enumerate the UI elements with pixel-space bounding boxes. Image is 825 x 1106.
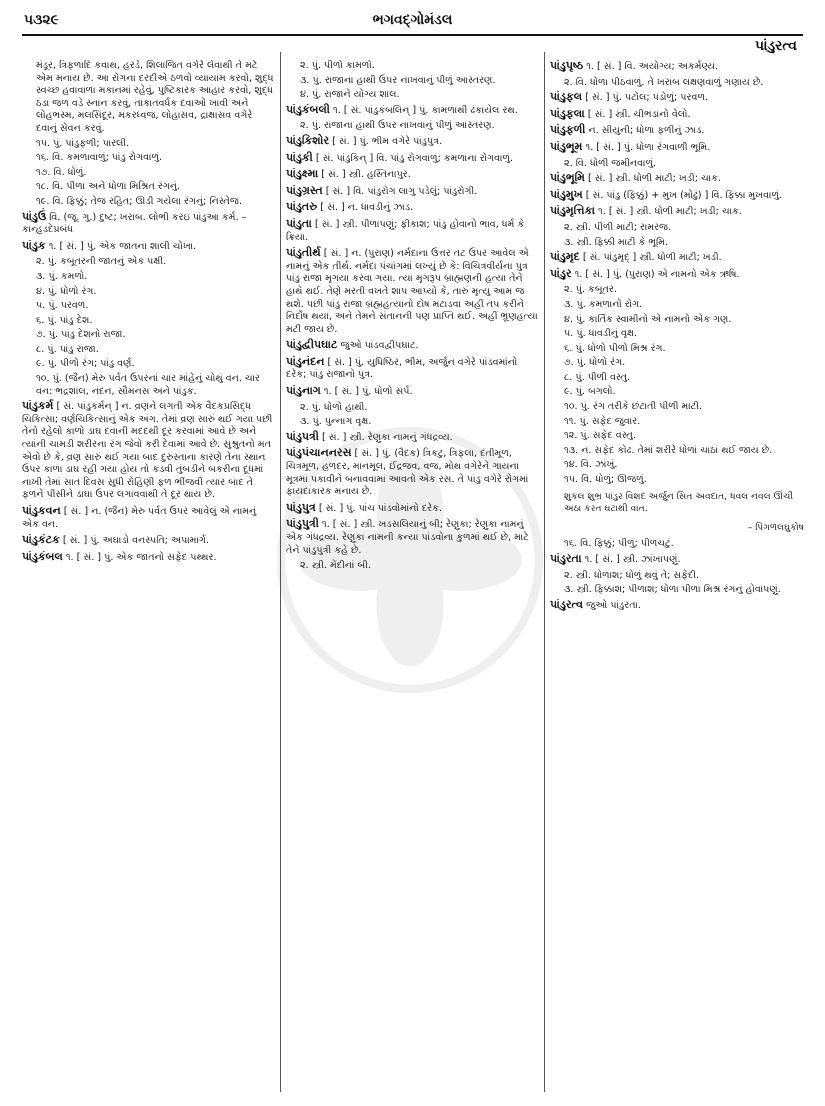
definition-sense: ૧૪. વિ. ઝાંખું. xyxy=(564,459,618,471)
definition-sense: ૨. પું. ધોળો હાથી. xyxy=(300,401,368,413)
dictionary-entry: પાંડુર ૧. [ સં. ] પું. (પુરાણ) એ નામનો એક ઋષિ. xyxy=(550,266,740,280)
dictionary-entry: પાંડુકિશોર [ સં. ] પું. ભીમ વગેરે પાંડુપુત્ર. xyxy=(286,133,443,147)
dictionary-entry: પાંડુતીર્થ [ સં. ] ન. (પુરાણ) નર્મદાના ઉત્તર તટ ઉપર આવેલ એ નામનું એક તીર્થ. નર્મદા પંચાંગમાં લખ્યું છે કે: વિચિત્રવીર્યના પુત્ર પાંડુ રાજા મૃગયા કરવા ગયા. ત્યાં મૃગરૂપ બ્રાહ્મણની હત્યા તેને હાથે થઈ. તેણે મરતી વખતે શાપ આપ્યો કે, તારું મૃત્યુ આમ જ થશે. પછી પાંડુ રાજા બ્રહ્મહત્યાનો દોષ મટાડવા અહીં તપ કરીને નિર્દોષ થયા, અને તેમને સંતાનની પણ પ્રાપ્તિ થઈ. અહીં ભ્રૂણહત્યા મટી જાય છે. xyxy=(286,246,538,335)
definition-sense: ૬. પું. ધોળો પીળો મિશ્ર રંગ. xyxy=(564,342,666,354)
definition-sense: ૨. વિ. ધોળી જમીનવાળું. xyxy=(564,157,657,169)
definition-sense: ૧૯. વિ. ફિક્કું; તેજ રહિત; ઊડી ગયેલા રંગનું; નિસ્તેજ. xyxy=(36,195,242,207)
definition-sense: ૭. પું. પાંડુ દેશનો રાજા. xyxy=(36,329,126,341)
dictionary-entry: પાંડુઉં વિ. (જૂ. ગુ.) દુષ્ટ; ખરાબ. લોભી કરઇ પાંડુઆ કર્મ. – કાન્હડદેપ્રબંધ xyxy=(22,209,247,236)
headword: પાંડુપુત્રી xyxy=(286,517,319,531)
definition-sense: ૩. પું. રાજાના હાથી ઉપર નાખવાનું પીળું આસ્તરણ. xyxy=(300,74,496,86)
headword: પાંડુપંચાનનરસ xyxy=(286,446,352,460)
definition-sense: ૧૨. પું. સફેદ વસ્તુ. xyxy=(564,430,636,442)
column-1 xyxy=(22,60,276,1096)
dictionary-entry: પાંડુક્ષ્મા [ સં. ] સ્ત્રી. હસ્તિનાપુર. xyxy=(286,167,411,181)
definition-sense: ૫. પું. પરવળ. xyxy=(36,300,89,312)
definition-sense: ૫. પું. ધાવડીનું વૃક્ષ. xyxy=(564,328,638,340)
definition-sense: ૧૬. વિ. ફિક્કું; પીળું; પીળચટું. xyxy=(564,538,674,550)
headword: પાંડુમૃત્તિકા xyxy=(550,204,595,218)
definition-sense: ૨. સ્ત્રી. પીળી માટી; રામરજ. xyxy=(564,221,672,233)
verse-source: – પિંગળલઘુકોષ xyxy=(747,521,804,533)
definition-sense: ૧૭. વિ. ધોળું. xyxy=(36,166,87,178)
dictionary-entry: પાંડુરતા ૧. [ સં. ] સ્ત્રી. ઝાંખાપણું. xyxy=(550,552,681,565)
page-header xyxy=(0,10,825,54)
headword: પાંડુકવન xyxy=(22,504,61,517)
header-rule xyxy=(22,34,803,36)
definition-sense: ૧૮. વિ. પીળા અને ધોળા મિશ્રિત રંગનું. xyxy=(36,181,181,193)
headword: પાંડુફલ xyxy=(550,90,583,104)
definition-sense: ૨. સ્ત્રી. મેંદીનાં બી. xyxy=(300,560,371,572)
dictionary-entry: પાંડુનંદન [ સં. ] પું. યુધિષ્ઠિર, ભીમ, અર્જુન વગેરે પાંડવમાંનો દરેક; પાંડુ રાજાનો પુત્ર. xyxy=(286,354,518,381)
headword: પાંડુપત્રી xyxy=(286,429,319,443)
definition-sense: ૧૫. વિ. ધોળું; ઊજળું. xyxy=(564,474,647,486)
definition-sense: ૨. પું. પીળો કામળો. xyxy=(300,60,375,71)
definition-sense: ૯. પું. પીળો રંગ; પાંડુ વર્ણ. xyxy=(36,358,135,370)
headword: પાંડુતરુ xyxy=(286,200,318,214)
definition-sense: ૪. પું. કાર્તિક સ્વામીનો એ નામનો એક ગણ. xyxy=(564,313,732,325)
headword: પાંડુક xyxy=(22,238,46,252)
headword: પાંડુકંબલી xyxy=(286,102,330,116)
definition-sense: ૭. પું. ધોળો રંગ. xyxy=(564,357,626,369)
dictionary-entry: પાંડુરત્વ જુઓ પાંડુરતા. xyxy=(550,597,641,611)
definition-sense: ૩. સ્ત્રી. ફિક્કાશ; પીળાશ; ધોળા પીળા મિશ્ર રંગનું હોવાપણું. xyxy=(564,584,781,596)
definition-sense: ૧૩. ન. સફેદ કોઢ. તેમાં શરીરે ધોળાં ચાઠાં થઈ જાય છે. xyxy=(564,444,773,456)
dictionary-entry: પાંડુદ્વીપઘાટ જુઓ પાંડવદ્વીપઘાટ. xyxy=(286,338,419,352)
definition-sense: ૧૬. વિ. કમળાવાળું; પાંડુ રોગવાળું. xyxy=(36,152,163,164)
dictionary-entry: પાંડુકવન [ સં. ] ન. (જૈન) મેરુ પર્વત ઉપર આવેલું એ નામનું એક વન. xyxy=(22,504,257,530)
page-number: પ૩૨૯ xyxy=(24,12,59,28)
headword: પાંડુનંદન xyxy=(286,354,325,368)
headword: પાંડુપૃષ્ઠ xyxy=(550,60,584,72)
dictionary-entry: પાંડુકંબલી ૧. [ સં. પાંડુકંબલિન્ ] પું. કામળાથી ઢંકાયેલ રથ. xyxy=(286,102,518,116)
dictionary-entry: પાંડુતરુ [ સં. ] ન. ધાવડીનું ઝાડ. xyxy=(286,200,414,214)
definition-sense: ૩. સ્ત્રી. ફિક્કી માટી કે ભૂમિ. xyxy=(564,236,669,248)
headword: પાંડુદ્વીપઘાટ xyxy=(286,338,338,352)
column-2 xyxy=(286,60,540,1096)
headword: પાંડુભૂમ xyxy=(550,139,583,153)
dictionary-entry: પાંડુફલ [ સં. ] પું. પટોલ; પડોળું; પરવળ. xyxy=(550,90,708,104)
dictionary-entry: પાંડુમૃદ [ સં. પાંડુમૃદ્ ] સ્ત્રી. ધોળી માટી; ખડી. xyxy=(550,250,722,264)
dictionary-entry: પાંડુપંચાનનરસ [ સં. ] પું. (વૈદક) ત્રિકટુ, ત્રિફલા, દંતીમૂળ, ચિત્રમૂળ, હળદર, માનમૂલ, ઈંદ્રજવ, વજ, મોથ વગેરેને ગાયના મૂત્રમાં પકાવીને બનાવવામાં આવતો એક રસ. તે પાંડુ વગેરે રોગમાં ફાયદાકારક મનાય છે. xyxy=(286,446,529,498)
definition-sense: ૯. પું. બગલો. xyxy=(564,386,616,398)
headword: પાંડુફલા xyxy=(550,106,585,120)
dictionary-entry: પાંડુપુત્ર [ સં. ] પું. પાંચ પાંડવોમાંનો દરેક. xyxy=(286,500,442,514)
headword: પાંડુઉં xyxy=(22,209,47,223)
dictionary-entry: પાંડુભૂમ ૧. [ સં. ] પું. ધોળા રંગવાળી ભૂમિ. xyxy=(550,139,711,153)
definition-sense: ૧૦. પું. (જૈન) મેરુ પર્વત ઉપરનાં ચાર માંહેનું ચોથું વન. ચાર વન: ભદ્રશાલ, નંદન, સૌમનસ અને પાંડુક. xyxy=(36,373,260,397)
dictionary-entry: પાંડુનાગ ૧. [ સં. ] પું. ધોળો સર્પ. xyxy=(286,384,413,398)
dictionary-entry: પાંડુફલા [ સં. ] સ્ત્રી. ચીભડાનો વેલો. xyxy=(550,106,691,120)
headword: પાંડુમૃદ xyxy=(550,250,580,264)
dictionary-entry: પાંડુમુખ [ સં. પાંડુ (ફિક્કું) + મુખ (મોઢું) ] વિ. ફિક્કા મુખવાળું. xyxy=(550,187,782,201)
dictionary-entry: પાંડુપૃષ્ઠ ૧. [ સં. ] વિ. અયોગ્ય; અકર્મણ્ય. xyxy=(550,60,719,72)
dictionary-entry: પાંડુગ્રસ્ત [ સં. ] વિ. પાંડુરોગ લાગુ પડેલું; પાંડુરોગી. xyxy=(286,183,478,197)
headword: પાંડુરતા xyxy=(550,552,582,565)
dictionary-entry: પાંડુકી [ સં. પાંડુકિન્ ] વિ. પાંડુ રોગવાળું; કમળાના રોગવાળું. xyxy=(286,150,514,164)
definition-sense: ૩. પું. કમળો. xyxy=(36,270,88,282)
definition-sense: ૪. પું. ધોળો રંગ. xyxy=(36,285,97,297)
definition-sense: મંડૂર, ત્રિફળાદિ કવાથ, હરડે, શિલાજિત વગેરે લેવાથી તે મટે એમ મનાય છે. આ રોગના દરદીએ ઠળવો વ્યાયામ કરવો, શુદ્ધ સ્વચ્છ હવાવાળા મકાનમાં રહેવું, પુષ્ટિકારક આહાર કરવો, શુદ્ધ ઠંડા જળ વડે સ્નાન કરવું, તાકાતવર્ધક દવાઓ ખાવી અને લોહભસ્મ, મલસિંદૂર, મકરધ્વજ, લોહાસવ, દ્રાક્ષાસવ વગેરે દવાનું સેવન કરવું. xyxy=(36,60,274,134)
column-divider xyxy=(280,52,281,1092)
dictionary-entry: પાંડુકંબલ ૧. [ સં. ] પું. એક જાતનો સફેદ પથ્થર. xyxy=(22,549,217,563)
definition-sense: ૮. પું. પાંડુ રાજા. xyxy=(36,343,99,355)
headword: પાંડુકી xyxy=(286,150,313,164)
dictionary-entry: પાંડુમૃત્તિકા ૧. [ સં. ] સ્ત્રી. ધોળી માટી; ખડી; ચાક. xyxy=(550,204,742,218)
headword: પાંડુનાગ xyxy=(286,384,321,398)
column-divider xyxy=(544,52,545,1092)
definition-sense: ૧૦. પું. રંગ તરીકે છંટાતી પીળી માટી. xyxy=(564,401,703,413)
definition-sense: ૧૫. પું. પાંડુફળી; પારલી. xyxy=(36,137,130,149)
headword: પાંડુર xyxy=(550,266,572,280)
definition-sense: ૪. પું. રાજાને યોગ્ય શાલ. xyxy=(300,89,400,101)
headword: પાંડુપુત્ર xyxy=(286,500,316,514)
definition-sense: ૨. પું. કબૂતર. xyxy=(564,284,617,296)
definition-sense: ૨. વિ. ધોળા પીઠવાળું. તે ખરાબ લક્ષણવાળું ગણાય છે. xyxy=(564,76,764,88)
headword: પાંડુમુખ xyxy=(550,187,583,201)
headword: પાંડુરત્વ xyxy=(550,597,584,611)
dictionary-entry: પાંડુતા [ સં. ] સ્ત્રી. પીળાપણું; ફીકાશ; પાંડુ હોવાનો ભાવ, ધર્મ કે ક્રિયા. xyxy=(286,216,525,243)
headword: પાંડુફળી xyxy=(550,123,586,137)
definition-sense: ૧૧. પું. સફેદ જુવાર. xyxy=(564,415,641,427)
headword: પાંડુક્ષ્મા xyxy=(286,167,319,181)
column-3 xyxy=(550,60,804,1096)
dictionary-entry: પાંડુફળી ન. સીયુની; ધોળા ફળીનું ઝાડ. xyxy=(550,123,705,137)
headword: પાંડુકંટક xyxy=(22,533,60,547)
dictionary-entry: પાંડુક ૧. [ સં. ] પું. એક જાતના શાલી ચોખા. xyxy=(22,238,197,252)
dictionary-entry: પાંડુકર્મ [ સં. પાંડુકર્મન્ ] ન. વ્રણને લગતી એક વૈદકપ્રસિદ્ધ ચિકિત્સા; વર્ણચિકિત્સાનું એક અંગ. તેમાં વ્રણ સારું થઈ ગયા પછી તેનો રહેલો કાળો ડાઘ દવાની મદદથી દૂર કરવામાં આવે છે અને ત્યાંની ચામડી શરીરના રંગ જેવો કરી દેવામાં આવે છે. સુશ્રુતનો મત એવો છે કે, વ્રણ સારું થઈ ગયા બાદ દુરુસ્તાના કારણે તેના સ્થાન ઉપર કાળા ડાઘ રહી ગયા હોય તો કડવી તુંબડીને બકરીના દૂધમાં નાખી તેમાં સાત દિવસ સુધી રોહિણી ફળ ભીંજવી ત્યાર બાદ તે ફળને પીસીને ડાઘા ઉપર લગાવવાથી તે દૂર થાય છે. xyxy=(22,399,273,501)
headword: પાંડુકંબલ xyxy=(22,549,63,563)
book-title: ભગવદ્ગોમંડલ xyxy=(372,12,453,28)
definition-sense: ૩. પું. પુન્નાગ વૃક્ષ. xyxy=(300,416,372,428)
definition-sense: ૨. સ્ત્રી. ધોળાશ; ધોળું થવું તે; સફેદી. xyxy=(564,569,700,581)
headword: પાંડુકિશોર xyxy=(286,133,330,147)
headword: પાંડુતા xyxy=(286,216,312,230)
definition-sense: ૨. પું. રાજાના હાથી ઉપર નાખવાનું પીળું આસ્તરણ. xyxy=(300,120,495,132)
dictionary-entry: પાંડુપત્રી [ સં. ] સ્ત્રી. રેણુકા નામનું ગંધદ્રવ્ય. xyxy=(286,429,453,443)
dictionary-entry: પાંડુપુત્રી ૧. [ સં. ] સ્ત્રી. ખડસલિયાનું બી; રેણુકા; રેણુકા નામનું એક ગંધદ્રવ્ય. રેણુકા નામની કન્યા પાંડવોના કુળમાં થઈ છે, માટે તેને પાંડુપુત્રી કહે છે. xyxy=(286,517,529,556)
definition-sense: ૬. પું. પાંડુ દેશ. xyxy=(36,314,93,326)
headword: પાંડુતીર્થ xyxy=(286,246,321,260)
dictionary-entry: પાંડુકંટક [ સં. ] પું. અઘાડો વનસ્પતિ; અપામાર્ગ. xyxy=(22,533,209,547)
headword: પાંડુકર્મ xyxy=(22,399,54,413)
definition-sense: ૮. પું. પીળી વસ્તુ. xyxy=(564,371,631,383)
quoted-verse: શુકલ શુભ્ર પાંડુર વિશદ અર્જુન સિત અવદાત, ધવલ નવલ ઊંચી અઠા કરત ઘટાથી વાત. xyxy=(564,490,794,515)
definition-sense: ૩. પું. કમળાનો રોગ. xyxy=(564,298,643,310)
headword: પાંડુભૂમિ xyxy=(550,171,585,185)
definition-sense: ૨. પું. કબૂતરની જાતનું એક પક્ષી. xyxy=(36,256,167,268)
dictionary-entry: પાંડુભૂમિ [ સં. ] સ્ત્રી. ધોળી માટી; ખડી; ચાક. xyxy=(550,171,721,185)
headword: પાંડુગ્રસ્ત xyxy=(286,183,323,197)
guide-word: પાંડુરત્વ xyxy=(754,38,797,54)
